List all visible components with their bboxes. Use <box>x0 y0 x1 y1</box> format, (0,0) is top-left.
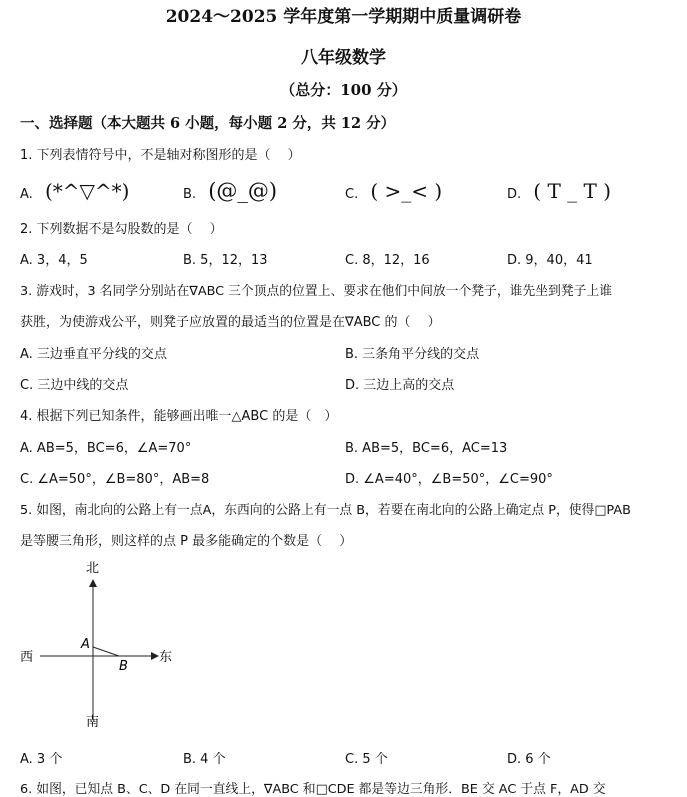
option-b[interactable]: B. 5，12，13 <box>183 253 268 268</box>
option-label: B. <box>183 187 197 202</box>
option-b[interactable]: B. 三条角平分线的交点 <box>345 347 480 362</box>
option-d[interactable] <box>507 179 611 203</box>
total-score: （总分：100 分） <box>280 81 407 99</box>
north-label: 北 <box>86 561 100 576</box>
section-heading: 一、选择题（本大题共 6 小题，每小题 2 分，共 12 分） <box>20 115 396 132</box>
option-c[interactable]: C. 8，12，16 <box>345 253 430 268</box>
option-d[interactable]: D. ∠A=40°，∠B=50°，∠C=90° <box>345 472 553 487</box>
option-c[interactable]: C. ∠A=50°，∠B=80°，AB=8 <box>20 472 210 487</box>
emoticon: ( >_< ) <box>370 179 443 203</box>
option-a[interactable] <box>20 179 129 203</box>
point-b-label: B <box>119 659 128 674</box>
segment-ab <box>93 647 119 656</box>
option-b[interactable] <box>183 179 277 203</box>
option-label: C. <box>345 187 359 202</box>
option-label: D. <box>507 187 522 202</box>
option-c[interactable]: C. 三边中线的交点 <box>20 378 129 393</box>
question-stem: 2. 下列数据不是勾股数的是（ ） <box>20 222 223 237</box>
option-d[interactable]: D. 6 个 <box>507 752 551 767</box>
question-stem: 1. 下列表情符号中，不是轴对称图形的是（ ） <box>20 148 301 163</box>
question-stem-line-2: 获胜，为使游戏公平，则凳子应放置的最适当的位置是在∇ABC 的（ ） <box>20 315 441 330</box>
option-b[interactable]: B. 4 个 <box>183 752 226 767</box>
option-a[interactable]: A. 三边垂直平分线的交点 <box>20 347 167 362</box>
east-label: 东 <box>159 650 173 665</box>
question-stem-line-1: 5. 如图，南北向的公路上有一点A，东西向的公路上有一点 B，若要在南北向的公路上确定点 P，使得□PAB <box>20 503 631 518</box>
option-c[interactable] <box>345 179 442 203</box>
question-stem-line-1: 6. 如图，已知点 B、C、D 在同一直线上，∇ABC 和□CDE 都是等边三角形．BE 交 AC 于点 F，AD 交 <box>20 782 606 797</box>
option-a[interactable]: A. 3 个 <box>20 752 63 767</box>
option-b[interactable]: B. AB=5，BC=6，AC=13 <box>345 441 508 456</box>
option-d[interactable]: D. 三边上高的交点 <box>345 378 455 393</box>
exam-title: 2024～2025 学年度第一学期期中质量调研卷 <box>165 7 522 27</box>
emoticon: (*^▽^*) <box>44 179 130 203</box>
option-a[interactable]: A. 3，4，5 <box>20 253 88 268</box>
exam-subtitle: 八年级数学 <box>301 48 386 68</box>
point-a-label: A <box>81 637 90 652</box>
emoticon: ( T _ T ) <box>533 179 612 203</box>
west-label: 西 <box>20 650 34 665</box>
south-label: 南 <box>86 715 100 730</box>
option-c[interactable]: C. 5 个 <box>345 752 388 767</box>
question-stem-line-1: 3. 游戏时，3 名同学分别站在∇ABC 三个顶点的位置上、要求在他们中间放一个凳子，谁先坐到凳子上谁 <box>20 284 613 299</box>
road-figure <box>18 558 188 733</box>
option-d[interactable]: D. 9，40，41 <box>507 253 593 268</box>
emoticon: (@_@) <box>208 179 278 203</box>
question-stem: 4. 根据下列已知条件，能够画出唯一△ABC 的是（ ） <box>20 409 338 424</box>
option-label: A. <box>20 187 33 202</box>
question-stem-line-2: 是等腰三角形，则这样的点 P 最多能确定的个数是（ ） <box>20 534 353 549</box>
option-a[interactable]: A. AB=5，BC=6，∠A=70° <box>20 441 192 456</box>
